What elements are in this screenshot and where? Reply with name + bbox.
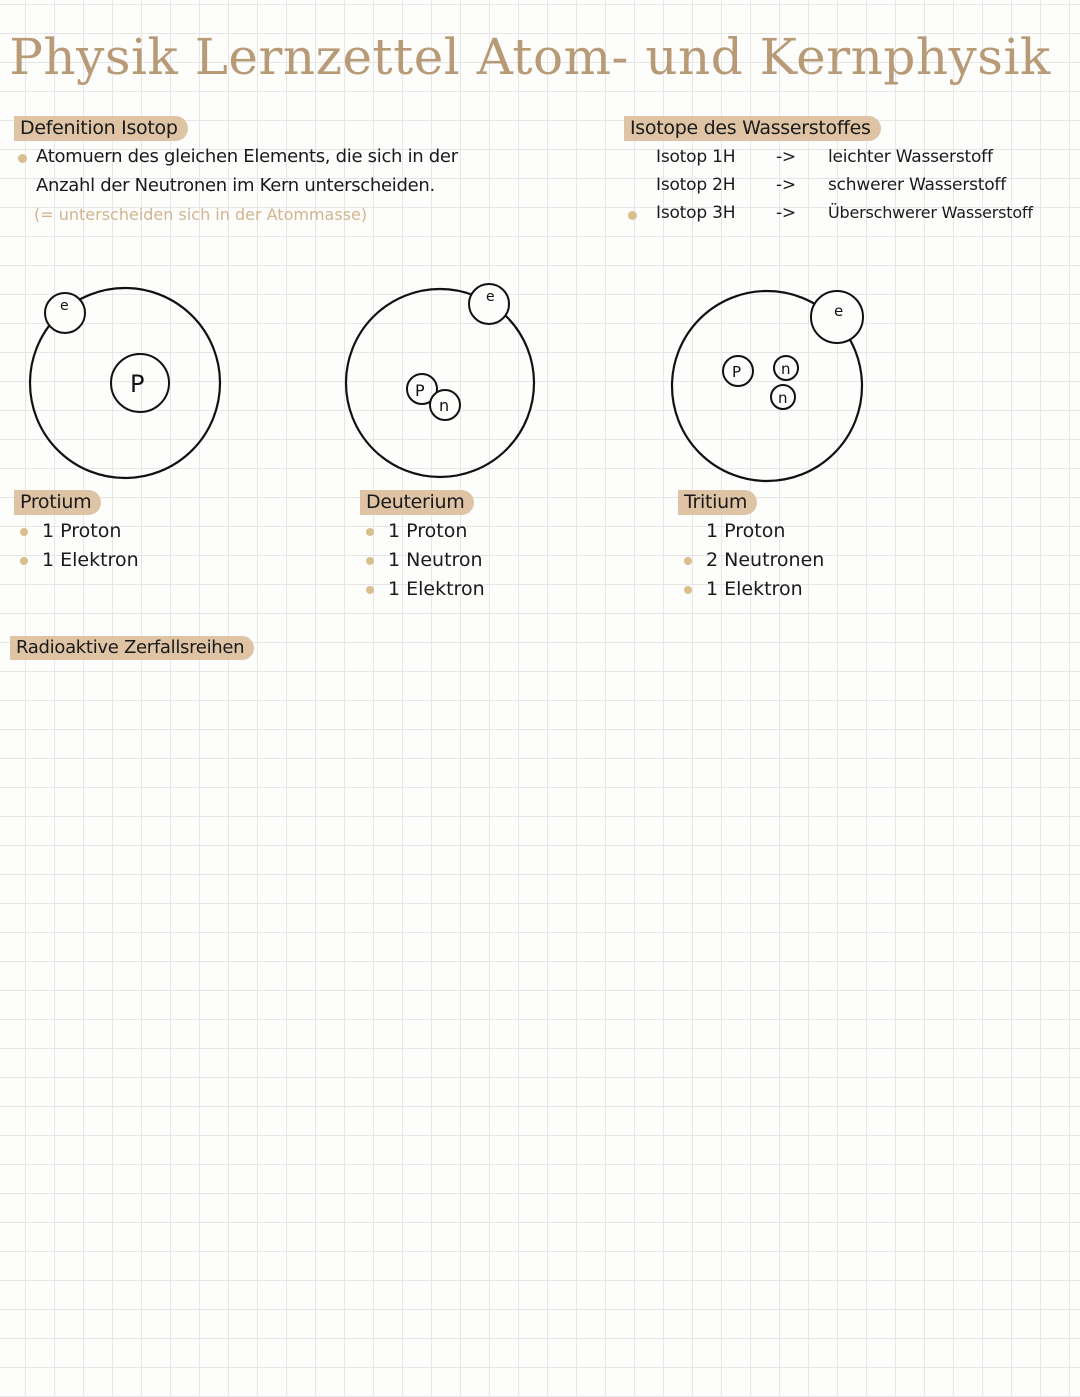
tritium-atom-diagram bbox=[660, 280, 880, 490]
bullet-dot bbox=[366, 557, 374, 565]
definition-heading: Defenition Isotop bbox=[14, 116, 188, 141]
isotope-row-1-name: leichter Wasserstoff bbox=[828, 147, 993, 167]
arrow-icon: -> bbox=[776, 203, 796, 223]
isotope-row-2-name: schwerer Wasserstoff bbox=[828, 175, 1007, 195]
bullet-dot bbox=[366, 586, 374, 594]
radioactive-heading: Radioaktive Zerfallsreihen bbox=[10, 636, 254, 660]
bullet-dot bbox=[366, 528, 374, 536]
list-item: 1 Proton bbox=[366, 517, 485, 546]
isotope-row-2-label: Isotop 2H bbox=[656, 175, 736, 195]
definition-line-2: Anzahl der Neutronen im Kern unterscheiden. bbox=[36, 175, 435, 196]
deuterium-heading: Deuterium bbox=[360, 490, 474, 515]
electron-shell bbox=[346, 289, 534, 477]
proton-label: P bbox=[732, 363, 742, 381]
electron-label: e bbox=[60, 298, 69, 314]
tritium-heading: Tritium bbox=[678, 490, 757, 515]
bullet-dot bbox=[20, 557, 28, 565]
definition-note: (= unterscheiden sich in der Atommasse) bbox=[34, 205, 368, 224]
protium-list bbox=[20, 517, 139, 575]
neutron-label: n bbox=[439, 396, 450, 415]
deuterium-atom-diagram bbox=[336, 270, 556, 490]
list-item: 2 Neutronen bbox=[684, 546, 824, 575]
isotope-row-3-label: Isotop 3H bbox=[656, 203, 736, 223]
protium-heading: Protium bbox=[14, 490, 101, 515]
isotope-row-3-name: Überschwerer Wasserstoff bbox=[828, 203, 1033, 222]
electron-label: e bbox=[834, 302, 844, 320]
protium-atom-diagram bbox=[20, 280, 230, 490]
proton-label: P bbox=[130, 370, 145, 398]
arrow-icon: -> bbox=[776, 147, 796, 167]
bullet-dot bbox=[18, 154, 27, 163]
bullet-dot bbox=[684, 557, 692, 565]
list-item: 1 Neutron bbox=[366, 546, 485, 575]
list-item: 1 Elektron bbox=[684, 575, 824, 604]
neutron-label: n bbox=[778, 389, 788, 407]
proton-label: P bbox=[415, 381, 425, 400]
page-title: Physik Lernzettel Atom- und Kernphysik bbox=[9, 28, 1051, 86]
deuterium-list bbox=[366, 517, 485, 604]
arrow-icon: -> bbox=[776, 175, 796, 195]
list-item: 1 Elektron bbox=[366, 575, 485, 604]
bullet-dot bbox=[684, 586, 692, 594]
isotopes-heading: Isotope des Wasserstoffes bbox=[624, 116, 881, 141]
definition-line-1: Atomuern des gleichen Elements, die sich in der bbox=[36, 146, 458, 167]
electron-label: e bbox=[486, 289, 495, 305]
bullet-dot bbox=[20, 528, 28, 536]
list-item: 1 Proton bbox=[706, 520, 786, 542]
list-item: 1 Elektron bbox=[20, 546, 139, 575]
isotope-row-1-label: Isotop 1H bbox=[656, 147, 736, 167]
neutron-label: n bbox=[781, 360, 791, 378]
list-item: 1 Proton bbox=[20, 517, 139, 546]
bullet-dot bbox=[628, 211, 637, 220]
tritium-list bbox=[684, 517, 824, 604]
